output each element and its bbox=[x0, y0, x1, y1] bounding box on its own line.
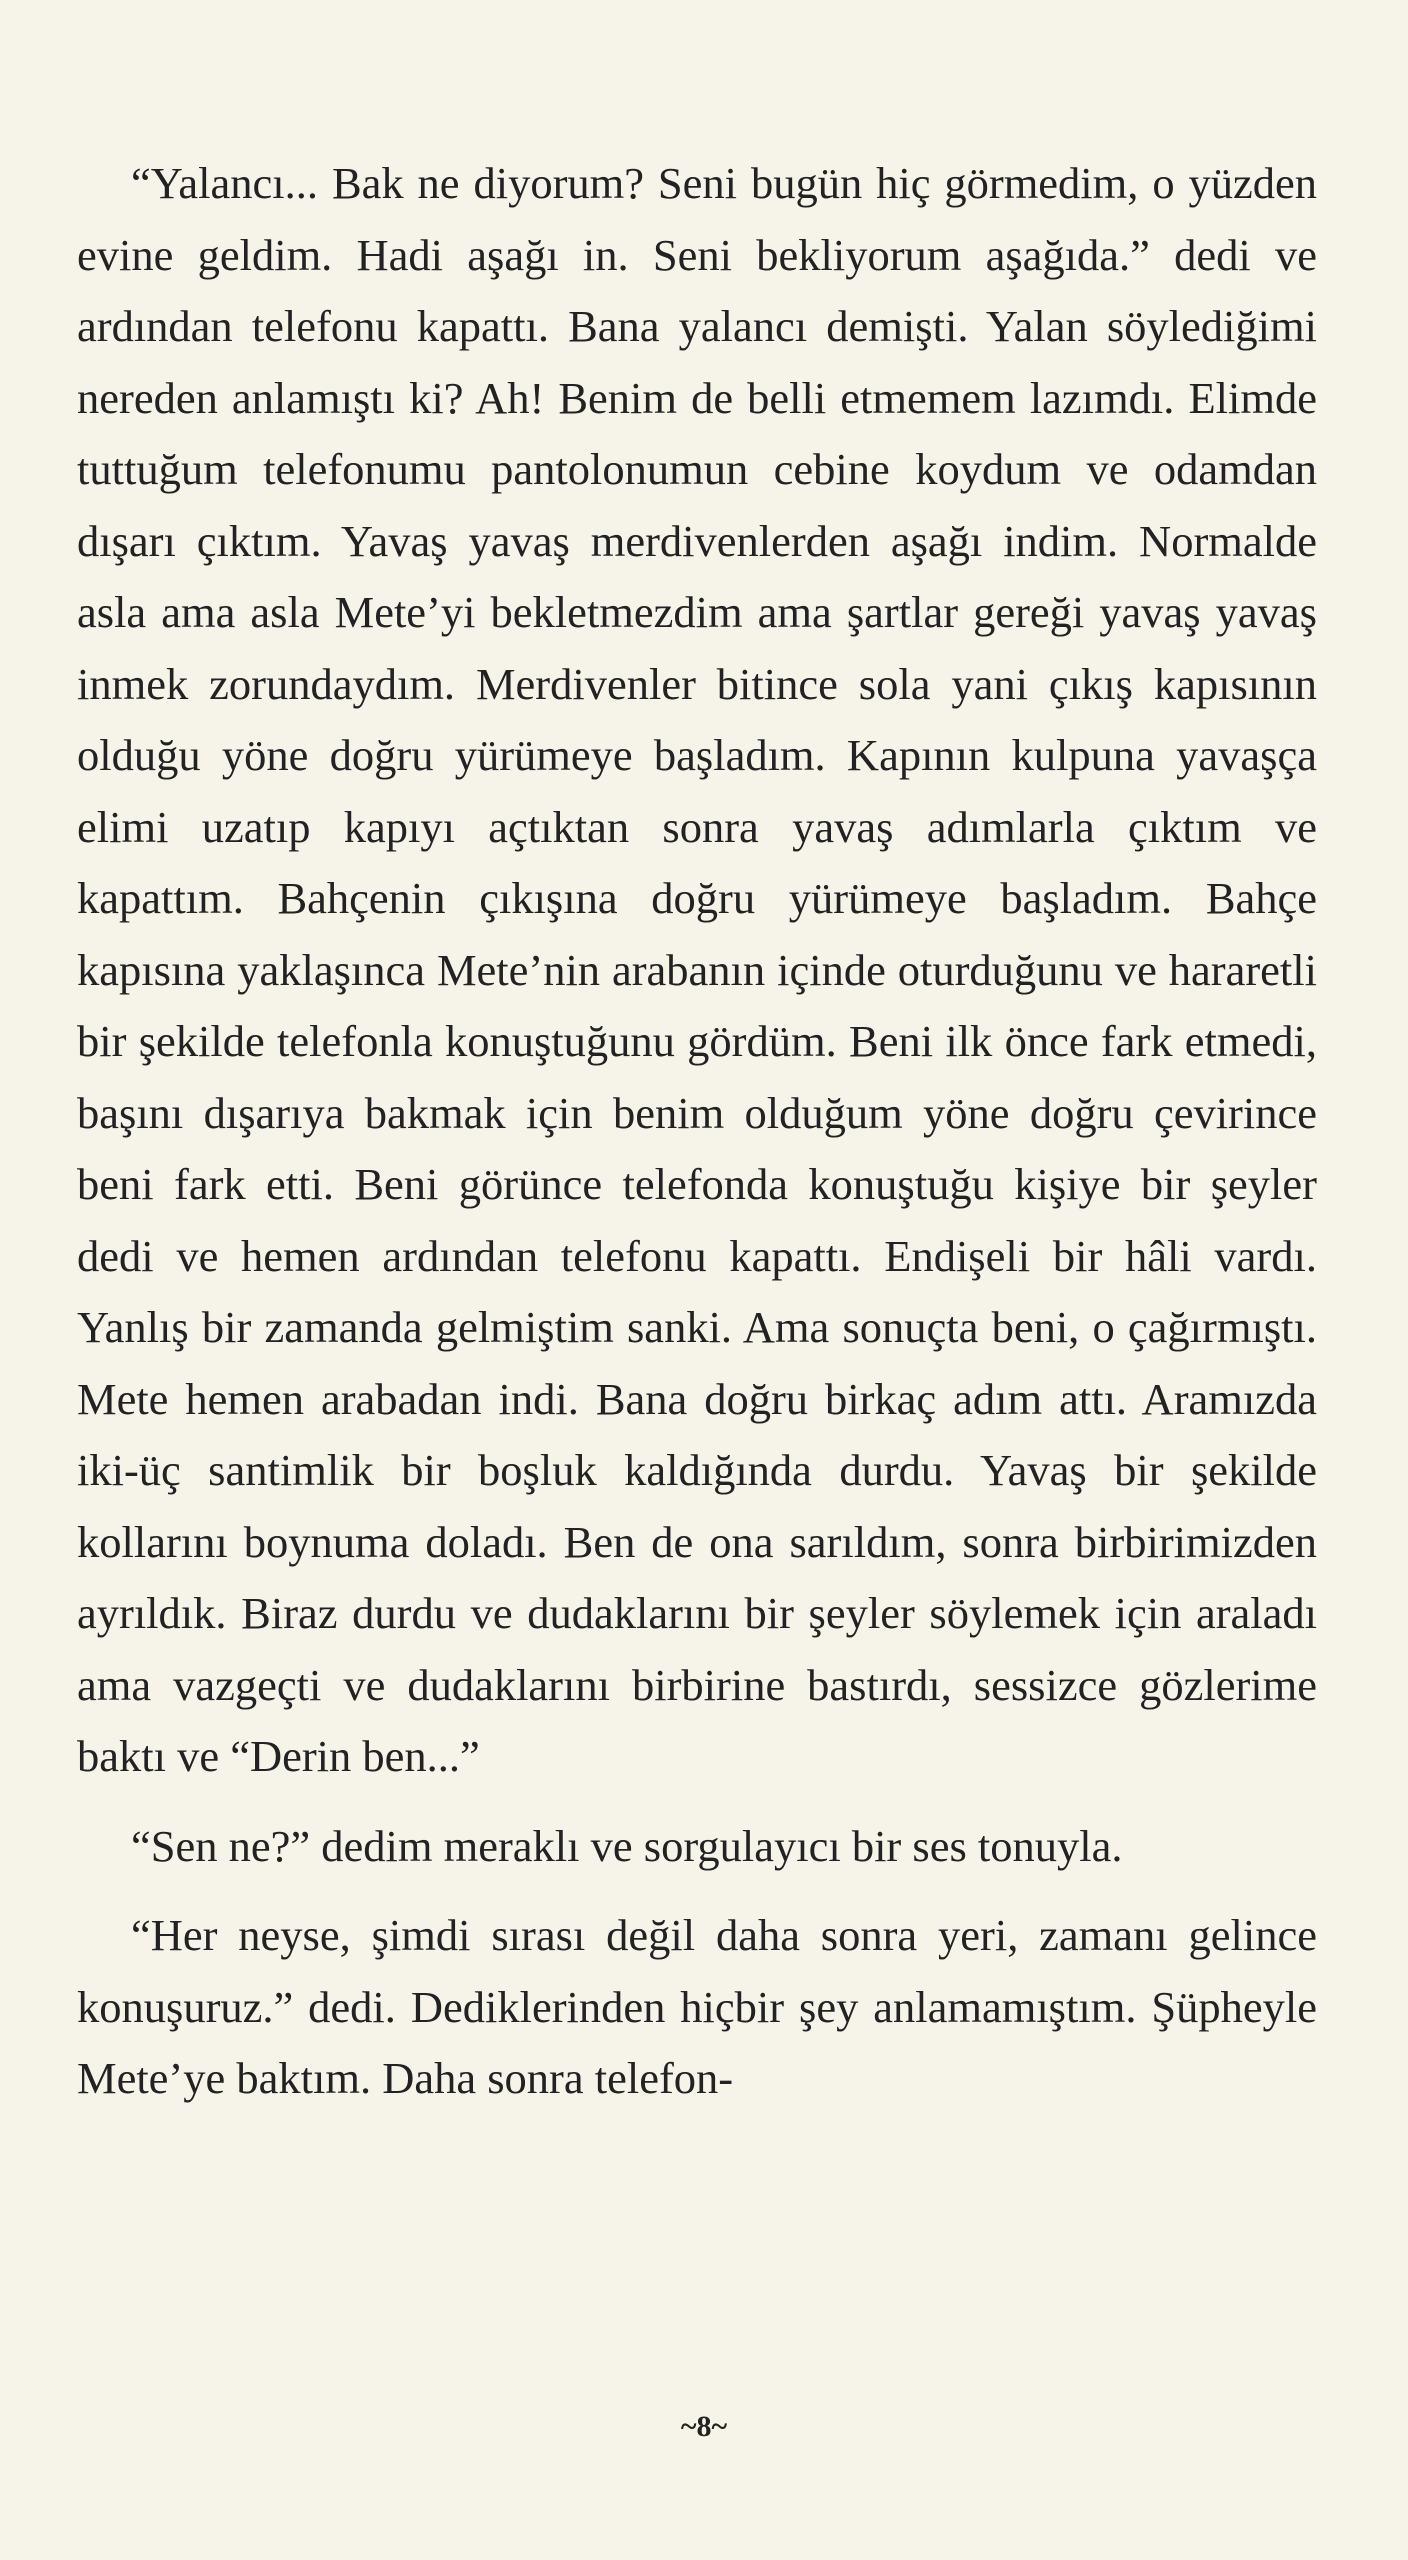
paragraph-1: “Yalancı... Bak ne diyorum? Seni bugün hiç görmedim, o yüzden evine geldim. Hadi aşağı in. Seni bekliyorum aşağıda.” dedi ve ardından telefonu kapattı. Bana yalancı demişti. Yalan söylediğimi nereden anlamıştı ki? Ah! Benim de belli etmemem lazımdı. Elimde tuttuğum telefonumu pantolonumun cebine koydum ve odamdan dışarı çıktım. Yavaş yavaş merdivenlerden aşağı indim. Normalde asla ama asla Mete’yi bekletmezdim ama şartlar gereği yavaş yavaş inmek zorundaydım. Merdivenler bitince sola yani çıkış kapısının olduğu yöne doğru yürümeye başladım. Kapının kulpuna yavaşça elimi uzatıp kapıyı açtıktan sonra yavaş adımlarla çıktım ve kapattım. Bahçenin çıkışına doğru yürümeye başladım. Bahçe kapısına yaklaşınca Mete’nin arabanın içinde oturduğunu ve hararetli bir şekilde telefonla konuştuğunu gördüm. Beni ilk önce fark etmedi, başını dışarıya bakmak için benim olduğum yöne doğru çevirince beni fark etti. Beni görünce telefonda konuştuğu kişiye bir şeyler dedi ve hemen ardından telefonu kapattı. Endişeli bir hâli vardı. Yanlış bir zamanda gelmiştim sanki. Ama sonuçta beni, o çağırmıştı. Mete hemen arabadan indi. Bana doğru birkaç adım attı. Aramızda iki-üç santimlik bir boşluk kaldığında durdu. Yavaş bir şekilde kollarını boynuma doladı. Ben de ona sarıldım, sonra birbirimizden ayrıldık. Biraz durdu ve dudaklarını bir şeyler söylemek için araladı ama vazgeçti ve dudaklarını birbirine bastırdı, sessizce gözlerime baktı ve “Derin ben...” bbox=[77, 158, 1317, 1781]
page-number: ~8~ bbox=[680, 2410, 728, 2443]
paragraph-3: “Her neyse, şimdi sırası değil daha sonra yeri, zamanı gelince konuşuruz.” dedi. Dediklerinden hiçbir şey anlamamıştım. Şüpheyle Mete’ye baktım. Daha sonra telefon- bbox=[77, 1910, 1317, 2103]
body-text bbox=[77, 148, 1317, 2115]
paragraph-2: “Sen ne?” dedim meraklı ve sorgulayıcı bir ses tonuyla. bbox=[131, 1820, 1123, 1871]
